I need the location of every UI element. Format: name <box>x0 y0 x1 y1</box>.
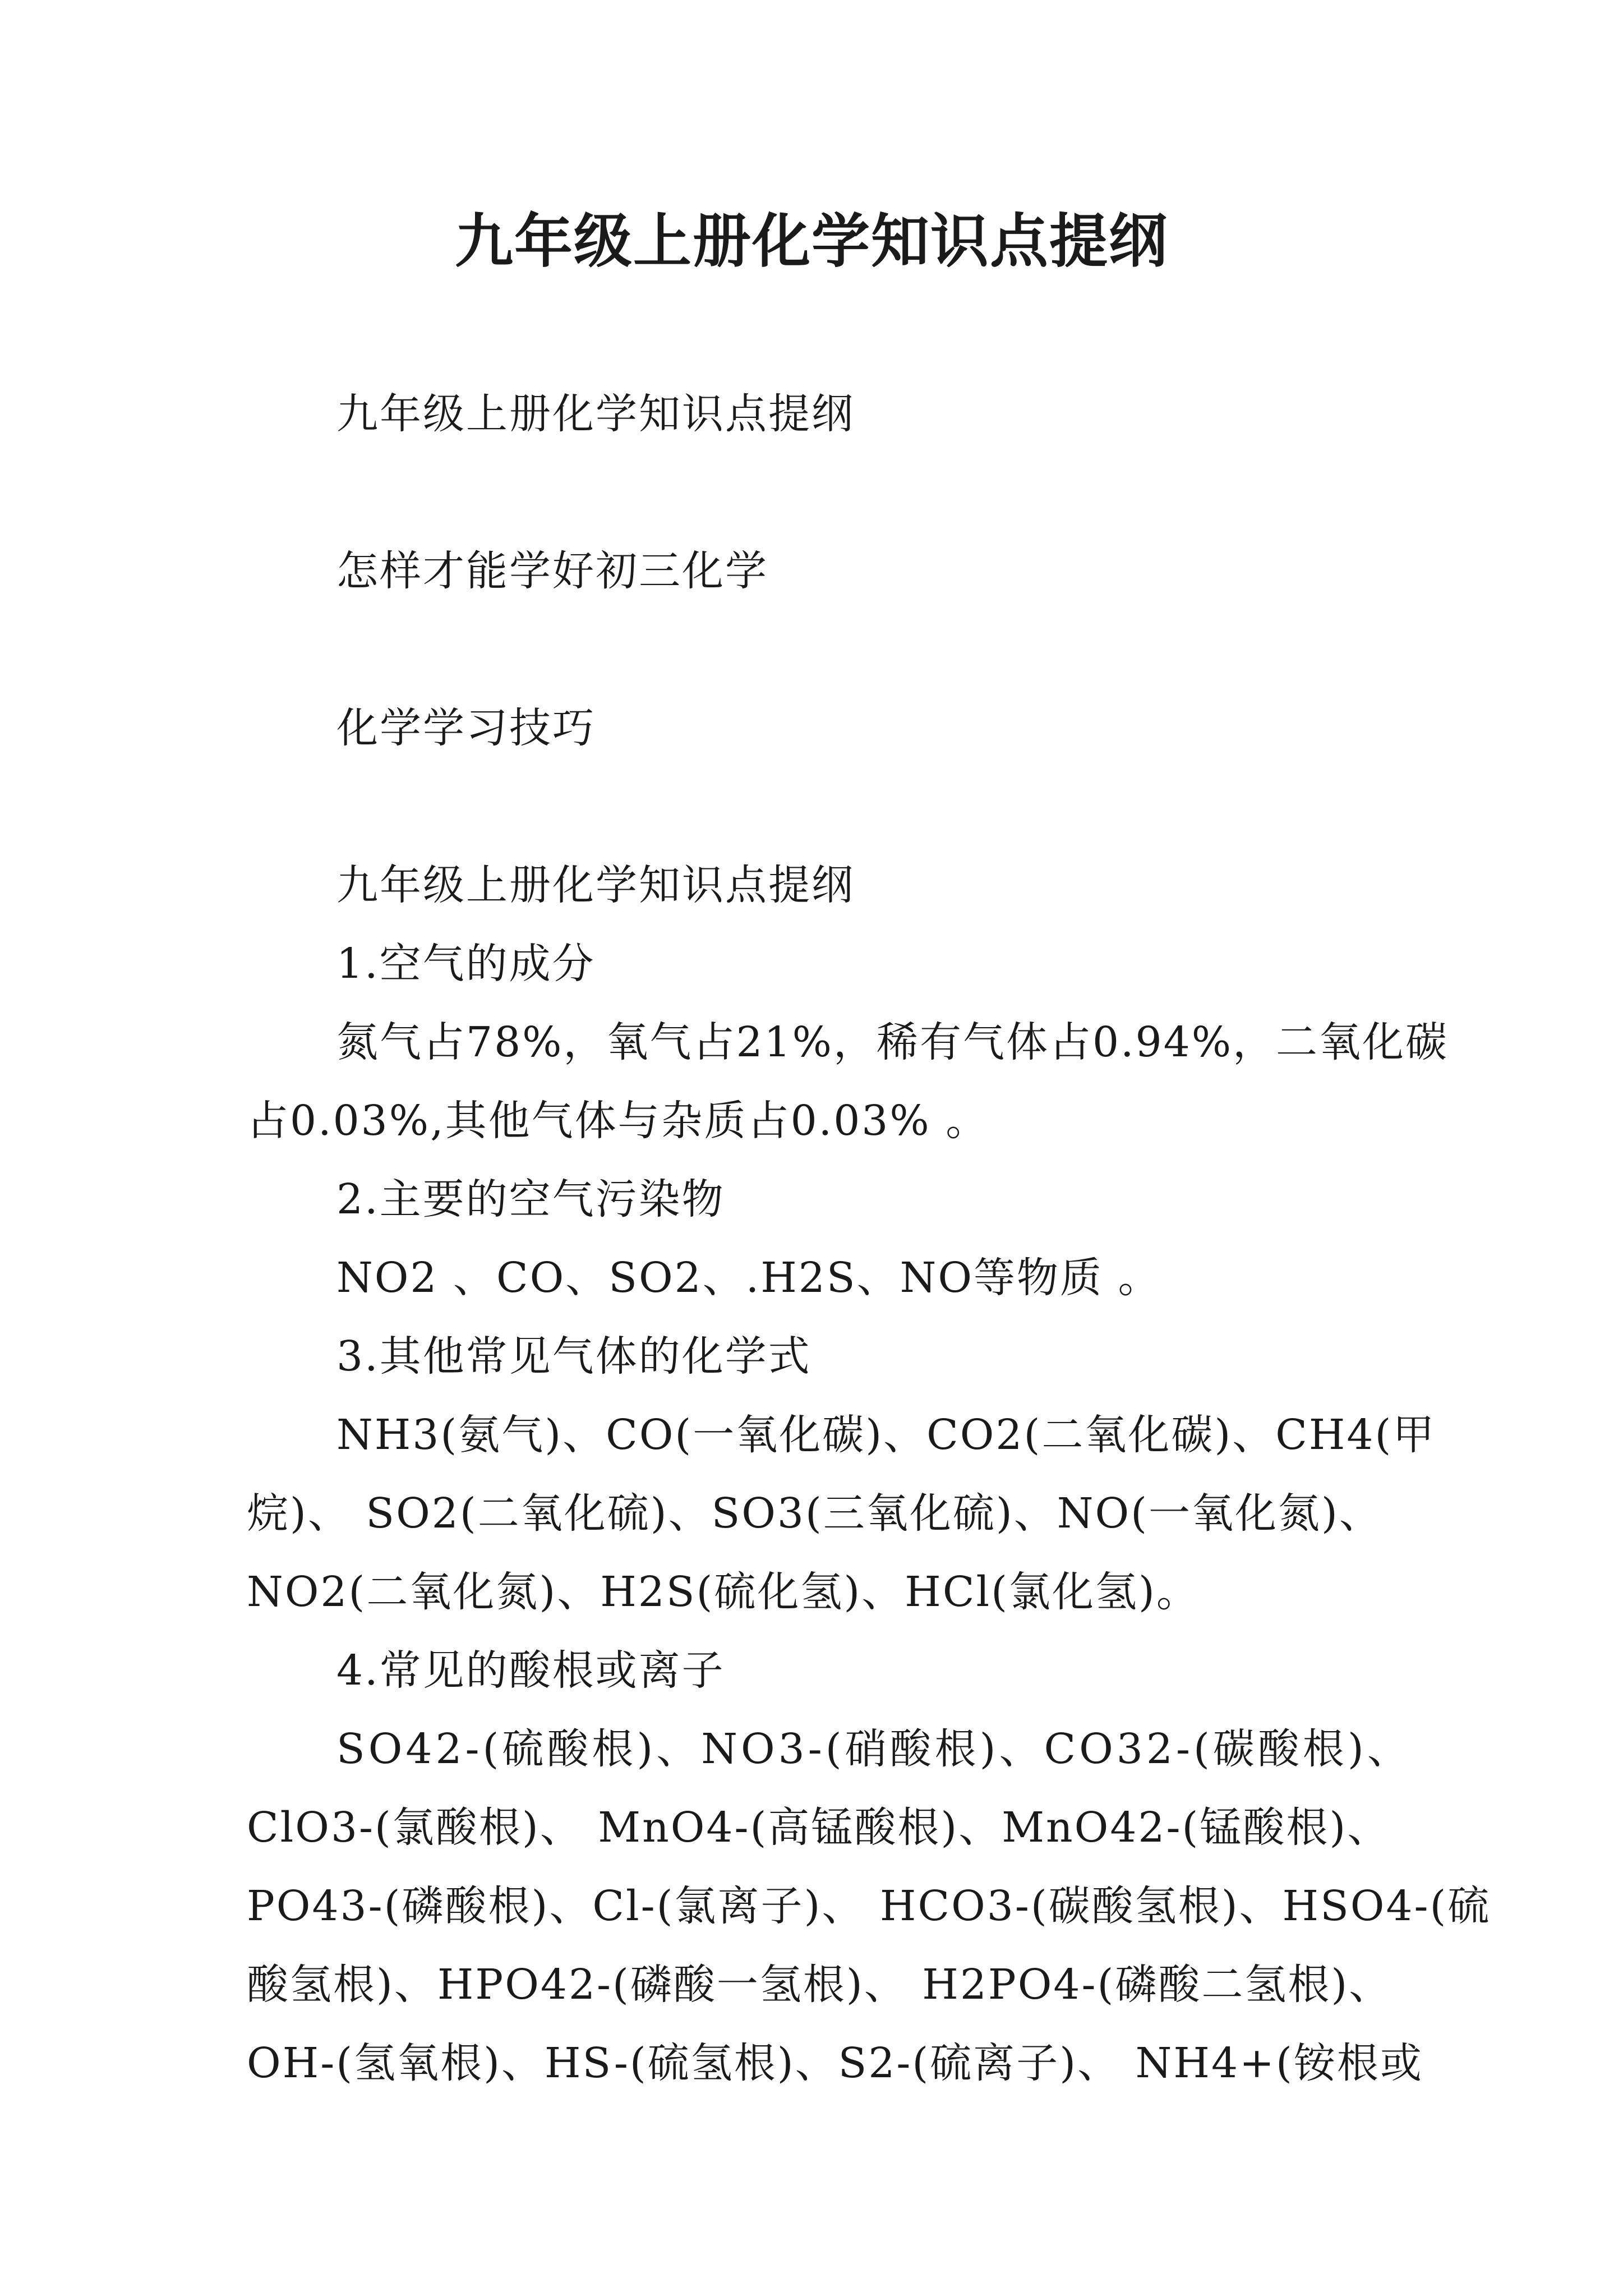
section-heading: 九年级上册化学知识点提纲 <box>336 861 855 909</box>
paragraph-line: NH3(氨气)、CO(一氧化碳)、CO2(二氧化碳)、CH4(甲 <box>336 1411 1436 1459</box>
paragraph-line: ClO3-(氯酸根)、 MnO4-(高锰酸根)、MnO42-(锰酸根)、 <box>247 1803 1391 1852</box>
paragraph-line: NO2(二氧化氮)、H2S(硫化氢)、HCl(氯化氢)。 <box>247 1568 1200 1616</box>
intro-line: 化学学习技巧 <box>336 704 596 752</box>
document-title: 九年级上册化学知识点提纲 <box>454 206 1168 275</box>
item-heading: 4.常见的酸根或离子 <box>336 1646 725 1695</box>
paragraph-line: 酸氢根)、HPO42-(磷酸一氢根)、 H2PO4-(磷酸二氢根)、 <box>247 1961 1393 2009</box>
item-heading: 1.空气的成分 <box>336 940 596 988</box>
paragraph-line: 氮气占78%，氧气占21%，稀有气体占0.94%，二氧化碳 <box>336 1018 1449 1066</box>
paragraph-line: PO43-(磷酸根)、Cl-(氯离子)、 HCO3-(碳酸氢根)、HSO4-(硫 <box>247 1882 1491 1930</box>
intro-line: 九年级上册化学知识点提纲 <box>336 390 855 438</box>
item-heading: 3.其他常见气体的化学式 <box>336 1332 811 1381</box>
paragraph-line: SO42-(硫酸根)、NO3-(硝酸根)、CO32-(碳酸根)、 <box>336 1725 1412 1773</box>
paragraph-line: NO2 、CO、SO2、.H2S、NO等物质 。 <box>336 1254 1161 1302</box>
paragraph-line: 烷)、 SO2(二氧化硫)、SO3(三氧化硫)、NO(一氧化氮)、 <box>247 1489 1382 1538</box>
paragraph-line: OH-(氢氧根)、HS-(硫氢根)、S2-(硫离子)、 NH4+(铵根或 <box>247 2039 1423 2087</box>
paragraph-line: 占0.03%,其他气体与杂质占0.03% 。 <box>247 1097 989 1145</box>
intro-line: 怎样才能学好初三化学 <box>336 547 768 595</box>
item-heading: 2.主要的空气污染物 <box>336 1175 725 1223</box>
